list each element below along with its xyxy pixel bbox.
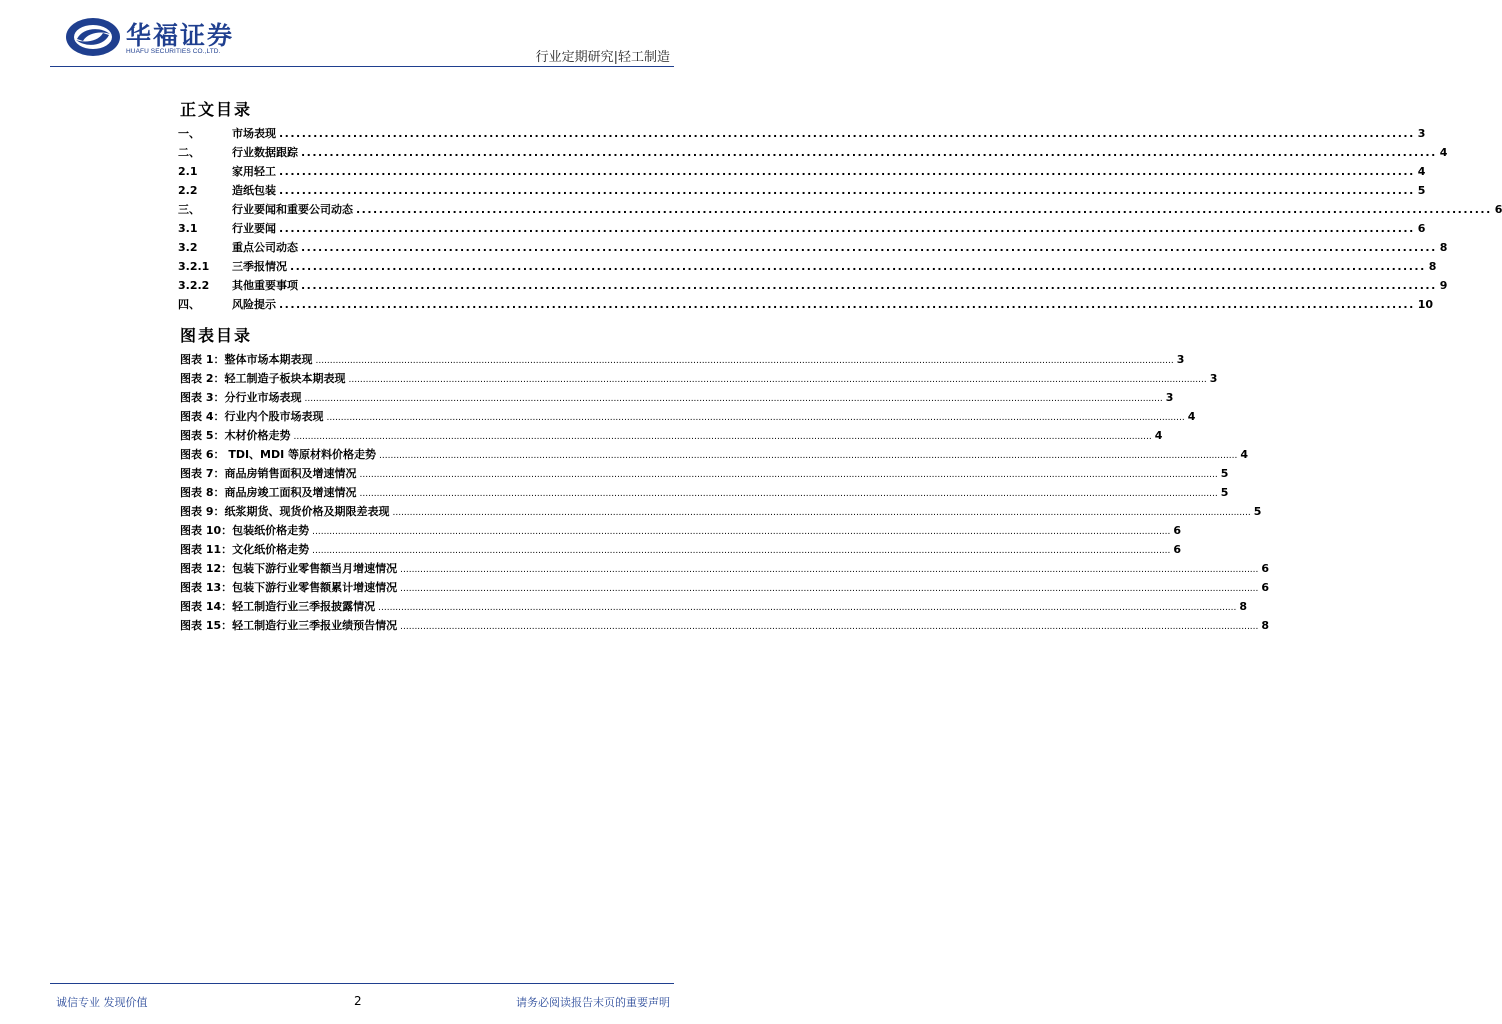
figure-entry[interactable]: [180, 389, 1174, 408]
toc-entry-label[interactable]: 三季报情况: [232, 260, 287, 273]
figure-entry[interactable]: [180, 408, 1196, 427]
logo-chinese-name: 华福证券: [126, 21, 235, 50]
figure-entry-page: 3: [1165, 391, 1174, 404]
figure-entry[interactable]: [180, 446, 1248, 465]
toc-leader-dots: ........................................................................................................................................................................................................: [279, 222, 1415, 235]
figure-leader-dots: ............................................................................................................................................................................................................................................................................................................: [392, 508, 1251, 518]
toc-entry[interactable]: [178, 201, 1502, 220]
toc-entry-label[interactable]: 其他重要事项: [232, 279, 298, 292]
toc-entry-label[interactable]: 家用轻工: [232, 165, 276, 178]
toc-entry[interactable]: [178, 144, 1448, 163]
figure-leader-dots: ............................................................................................................................................................................................................................................................................................................: [400, 584, 1259, 594]
toc-entry[interactable]: [178, 182, 1426, 201]
figure-entry-label[interactable]: 图表 5：木材价格走势: [180, 429, 291, 442]
page-number: 2: [354, 994, 362, 1008]
figure-entry-page: 5: [1220, 467, 1229, 480]
figure-entry[interactable]: [180, 427, 1163, 446]
figure-entry-label[interactable]: 图表 9：纸浆期货、现货价格及期限差表现: [180, 505, 390, 518]
toc-entry[interactable]: [178, 277, 1448, 296]
figure-leader-dots: ............................................................................................................................................................................................................................................................................................................: [312, 527, 1171, 537]
figure-entry-page: 3: [1209, 372, 1218, 385]
figure-entry-label[interactable]: 图表 8：商品房竣工面积及增速情况: [180, 486, 357, 499]
figures-list: [180, 351, 1270, 636]
toc-leader-dots: ........................................................................................................................................................................................................: [279, 184, 1415, 197]
toc-entry-page: 4: [1439, 146, 1448, 159]
toc-entry-page: 6: [1417, 222, 1426, 235]
figure-entry-label[interactable]: 图表 11：文化纸价格走势: [180, 543, 310, 556]
figure-leader-dots: ............................................................................................................................................................................................................................................................................................................: [312, 546, 1171, 556]
toc-title: 正文目录: [180, 100, 253, 119]
toc-entry-number: 3.2.1: [178, 260, 210, 273]
figure-entry[interactable]: [180, 541, 1182, 560]
figure-entry-page: 5: [1220, 486, 1229, 499]
figure-leader-dots: ............................................................................................................................................................................................................................................................................................................: [293, 432, 1152, 442]
huafu-logo-icon: [64, 16, 122, 58]
figure-entry-label[interactable]: 图表 12：包装下游行业零售额当月增速情况: [180, 562, 398, 575]
figure-entry[interactable]: [180, 579, 1270, 598]
toc-entry-number: 3.2.2: [178, 279, 210, 292]
figure-entry[interactable]: [180, 351, 1185, 370]
figure-leader-dots: ............................................................................................................................................................................................................................................................................................................: [359, 489, 1218, 499]
figure-entry-page: 6: [1173, 543, 1182, 556]
toc-entry-page: 10: [1417, 298, 1434, 311]
toc-entry[interactable]: [178, 258, 1437, 277]
figure-entry[interactable]: [180, 484, 1229, 503]
toc-entry-label[interactable]: 市场表现: [232, 127, 276, 140]
figure-entry-page: 8: [1261, 619, 1270, 632]
header-divider: [50, 66, 674, 67]
figure-entry[interactable]: [180, 598, 1248, 617]
toc-entry-label[interactable]: 重点公司动态: [232, 241, 298, 254]
footer-disclaimer: 请务必阅读报告末页的重要声明: [516, 996, 670, 1009]
toc-entry-label[interactable]: 行业要闻: [232, 222, 276, 235]
figure-entry-label[interactable]: 图表 13：包装下游行业零售额累计增速情况: [180, 581, 398, 594]
toc-entry-number: 3.1: [178, 222, 198, 235]
toc-leader-dots: ........................................................................................................................................................................................................: [301, 241, 1437, 254]
toc-entry-label[interactable]: 造纸包装: [232, 184, 276, 197]
toc-entry[interactable]: [178, 163, 1426, 182]
footer-slogan: 诚信专业 发现价值: [56, 996, 148, 1009]
figure-entry-label[interactable]: 图表 10：包装纸价格走势: [180, 524, 310, 537]
toc-list: [178, 125, 1502, 315]
toc-leader-dots: ........................................................................................................................................................................................................: [279, 298, 1415, 311]
figure-entry-label[interactable]: 图表 1：整体市场本期表现: [180, 353, 313, 366]
toc-entry-number: 四、: [178, 298, 200, 311]
toc-leader-dots: ........................................................................................................................................................................................................: [301, 279, 1437, 292]
toc-entry-page: 5: [1417, 184, 1426, 197]
figure-entry-page: 3: [1176, 353, 1185, 366]
toc-leader-dots: ........................................................................................................................................................................................................: [356, 203, 1492, 216]
figure-leader-dots: ............................................................................................................................................................................................................................................................................................................: [326, 413, 1185, 423]
toc-entry-number: 2.2: [178, 184, 198, 197]
figure-entry[interactable]: [180, 522, 1182, 541]
figure-entry-page: 8: [1239, 600, 1248, 613]
figure-entry[interactable]: [180, 503, 1262, 522]
figure-entry-label[interactable]: 图表 15：轻工制造行业三季报业绩预告情况: [180, 619, 398, 632]
figure-leader-dots: ............................................................................................................................................................................................................................................................................................................: [400, 565, 1259, 575]
toc-leader-dots: ........................................................................................................................................................................................................: [279, 165, 1415, 178]
toc-entry[interactable]: [178, 125, 1426, 144]
figure-leader-dots: ............................................................................................................................................................................................................................................................................................................: [359, 470, 1218, 480]
figure-entry-label[interactable]: 图表 14：轻工制造行业三季报披露情况: [180, 600, 376, 613]
toc-entry[interactable]: [178, 239, 1448, 258]
figure-entry-page: 6: [1261, 562, 1270, 575]
logo-english-name: HUAFU SECURITIES CO.,LTD.: [126, 48, 221, 55]
figure-entry-page: 6: [1173, 524, 1182, 537]
figures-title: 图表目录: [180, 326, 253, 345]
figure-entry-label[interactable]: 图表 6： TDI、MDI 等原材料价格走势: [180, 448, 377, 461]
toc-leader-dots: ........................................................................................................................................................................................................: [279, 127, 1415, 140]
figure-leader-dots: ............................................................................................................................................................................................................................................................................................................: [348, 375, 1207, 385]
figure-entry-page: 4: [1154, 429, 1163, 442]
toc-entry-number: 三、: [178, 203, 200, 216]
footer-divider: [50, 983, 674, 984]
report-type: 行业定期研究|轻工制造: [535, 50, 670, 65]
toc-entry-number: 2.1: [178, 165, 198, 178]
figure-leader-dots: ............................................................................................................................................................................................................................................................................................................: [378, 603, 1237, 613]
figure-entry-label[interactable]: 图表 7：商品房销售面积及增速情况: [180, 467, 357, 480]
figure-entry-page: 4: [1187, 410, 1196, 423]
toc-entry-label[interactable]: 风险提示: [232, 298, 276, 311]
toc-entry-page: 3: [1417, 127, 1426, 140]
toc-entry-number: 一、: [178, 127, 200, 140]
figure-entry-page: 6: [1261, 581, 1270, 594]
figure-entry-label[interactable]: 图表 4：行业内个股市场表现: [180, 410, 324, 423]
toc-entry-number: 二、: [178, 146, 200, 159]
toc-entry-page: 4: [1417, 165, 1426, 178]
toc-entry-page: 8: [1428, 260, 1437, 273]
toc-entry[interactable]: [178, 220, 1426, 239]
figure-leader-dots: ............................................................................................................................................................................................................................................................................................................: [400, 622, 1259, 632]
figure-leader-dots: ............................................................................................................................................................................................................................................................................................................: [315, 356, 1174, 366]
company-logo: [64, 14, 264, 60]
figure-entry-label[interactable]: 图表 2：轻工制造子板块本期表现: [180, 372, 346, 385]
toc-entry-page: 9: [1439, 279, 1448, 292]
figure-entry-label[interactable]: 图表 3：分行业市场表现: [180, 391, 302, 404]
toc-entry-label[interactable]: 行业数据跟踪: [232, 146, 298, 159]
figure-entry[interactable]: [180, 465, 1229, 484]
figure-entry-page: 4: [1240, 448, 1248, 461]
figure-entry[interactable]: [180, 370, 1218, 389]
toc-entry-page: 6: [1494, 203, 1502, 216]
toc-entry-label[interactable]: 行业要闻和重要公司动态: [232, 203, 353, 216]
toc-entry[interactable]: [178, 296, 1434, 315]
toc-entry-page: 8: [1439, 241, 1448, 254]
figure-leader-dots: ............................................................................................................................................................................................................................................................................................................: [379, 451, 1238, 461]
toc-entry-number: 3.2: [178, 241, 198, 254]
toc-leader-dots: ........................................................................................................................................................................................................: [301, 146, 1437, 159]
figure-entry[interactable]: [180, 617, 1270, 636]
figure-entry[interactable]: [180, 560, 1270, 579]
figure-entry-page: 5: [1253, 505, 1262, 518]
toc-leader-dots: ........................................................................................................................................................................................................: [290, 260, 1426, 273]
figure-leader-dots: ............................................................................................................................................................................................................................................................................................................: [304, 394, 1163, 404]
